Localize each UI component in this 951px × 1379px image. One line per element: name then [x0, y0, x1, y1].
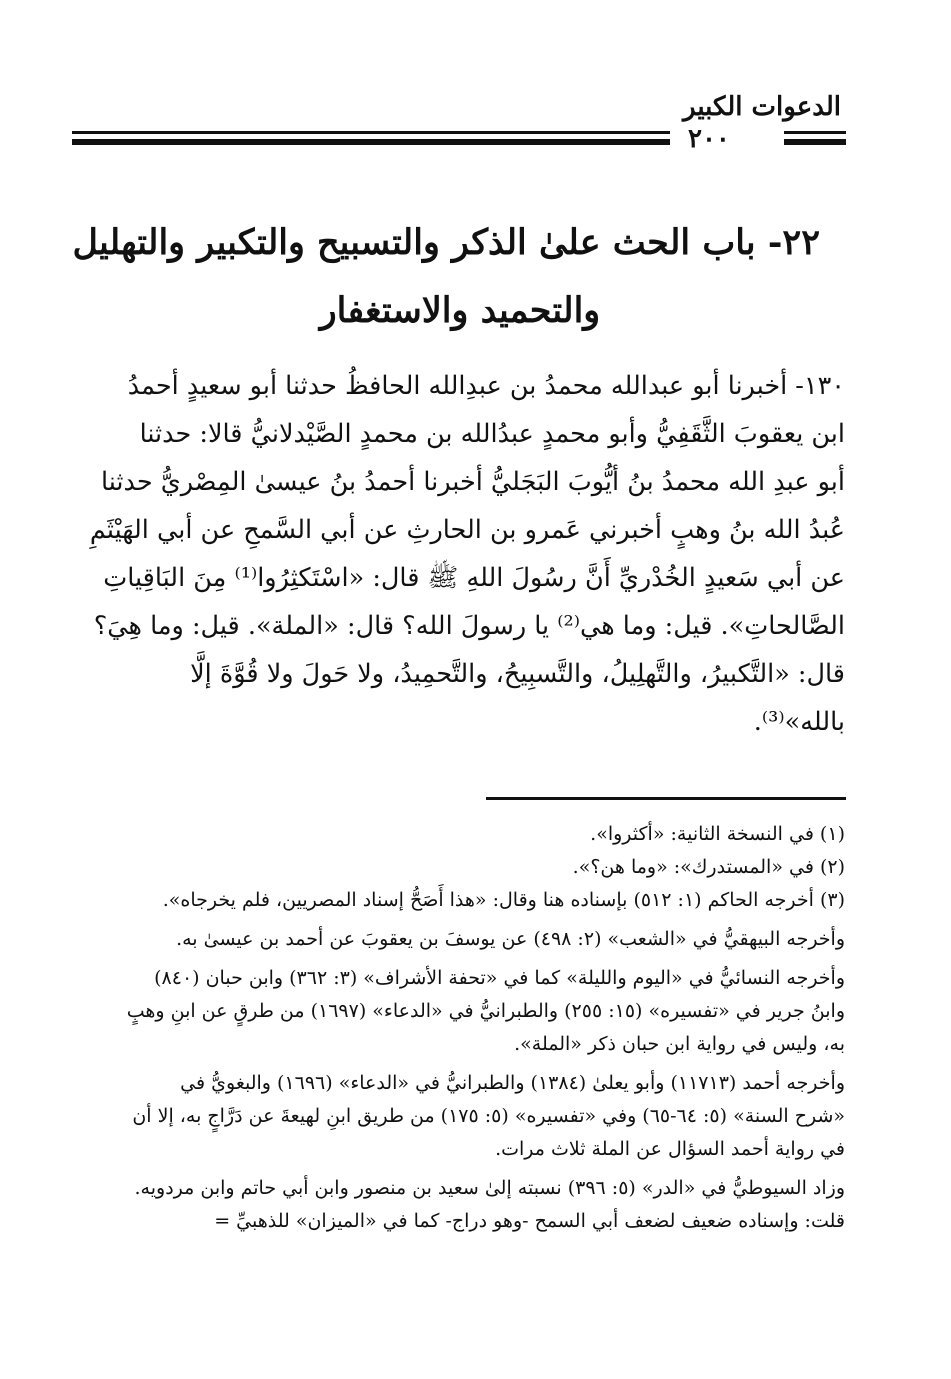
header-rule-left-bottom [72, 139, 670, 145]
header-rule-left-top [72, 131, 670, 134]
page-number: ٢٠٠ [688, 124, 730, 154]
footnote-1: (١) في النسخة الثانية: «أكثروا». [590, 823, 845, 845]
hadith-text [70, 362, 845, 746]
header-rule-right-bottom [784, 139, 846, 145]
body-line-1: ١٣٠- أخبرنا أبو عبدالله محمدُ بن عبدِالله الحافظُ حدثنا أبو سعيدٍ أحمدُ [127, 371, 845, 401]
footnote-3-cont-6: «شرح السنة» (٥: ٦٤-٦٥) وفي «تفسيره» (٥: ١٧٥) من طريق ابنِ لهيعةَ عن دَرَّاجٍ به، إلا أن [132, 1105, 845, 1127]
body-line-3: أبو عبدِ الله محمدُ بنُ أيُّوبَ البَجَليُّ أخبرنا أحمدُ بنُ عيسىٰ المِصْريُّ حدثنا [100, 467, 845, 497]
chapter-title-line-1: ٢٢- باب الحث علىٰ الذكر والتسبيح والتكبير والتهليل [72, 222, 820, 263]
header-rule-right-top [784, 131, 846, 134]
body-line-7: قال: «التَّكبيرُ، والتَّهلِيلُ، والتَّسبِيحُ، والتَّحمِيدُ، ولا حَولَ ولا قُوَّةَ إلَّا [190, 659, 845, 689]
footnote-3-cont-4: به، وليس في رواية ابن حبان ذكر «الملة». [514, 1033, 845, 1055]
running-title: الدعوات الكبير [682, 92, 841, 122]
footnote-3-cont-8: وزاد السيوطيُّ في «الدر» (٥: ٣٩٦) نسبته إلىٰ سعيد بن منصور وابن أبي حاتم وابن مردويه. [134, 1177, 845, 1199]
footnote-3: (٣) أخرجه الحاكم (١: ٥١٢) بإسناده هنا وقال: «هذا أَصَحُّ إسناد المصريين، فلم يخرجاه». [162, 889, 845, 911]
body-line-5: عن أبي سَعيدٍ الخُدْريِّ أَنَّ رسُولَ اللهِ ﷺ قال: «اسْتَكثِرُوا⁽¹⁾ مِنَ البَاقِياتِ [103, 563, 845, 593]
body-line-6: الصَّالحاتِ». قيل: وما هي⁽²⁾ يا رسولَ الله؟ قال: «الملة». قيل: وما هِيَ؟ [93, 611, 845, 641]
footnotes [70, 818, 845, 1238]
footnote-3-cont-3: وابنُ جرير في «تفسيره» (١٥: ٢٥٥) والطبرانيُّ في «الدعاء» (١٦٩٧) من طرقٍ عن ابنِ وهبٍ [126, 1000, 845, 1022]
footnote-2: (٢) في «المستدرك»: «وما هن؟». [572, 856, 845, 878]
footnote-3-cont-9: قلت: وإسناده ضعيف لضعف أبي السمح -وهو دراج- كما في «الميزان» للذهبيِّ = [214, 1210, 845, 1232]
body-line-8: بالله»⁽³⁾. [753, 707, 845, 737]
footnote-3-cont-2: وأخرجه النسائيُّ في «اليوم والليلة» كما في «تحفة الأشراف» (٣: ٣٦٢) وابن حبان (٨٤٠) [154, 967, 845, 989]
footnote-separator [486, 797, 846, 800]
footnote-3-cont-5: وأخرجه أحمد (١١٧١٣) وأبو يعلىٰ (١٣٨٤) والطبرانيُّ في «الدعاء» (١٦٩٦) والبغويُّ في [180, 1072, 845, 1094]
body-line-4: عُبدُ الله بنُ وهبٍ أخبرني عَمرو بن الحارثِ عن أبي السَّمحِ عن أبي الهَيْثَمِ [89, 515, 845, 545]
footnote-3-cont-1: وأخرجه البيهقيُّ في «الشعب» (٢: ٤٩٨) عن يوسفَ بن يعقوبَ عن أحمد بن عيسىٰ به. [176, 928, 845, 950]
footnote-3-cont-7: في رواية أحمد السؤال عن الملة ثلاث مرات. [495, 1138, 845, 1160]
body-line-2: ابن يعقوبَ الثَّقَفِيُّ وأبو محمدٍ عبدُالله بن محمدٍ الصَّيْدلانيُّ قالا: حدثنا [139, 419, 845, 449]
chapter-title-line-2: والتحميد والاستغفار [319, 290, 601, 331]
